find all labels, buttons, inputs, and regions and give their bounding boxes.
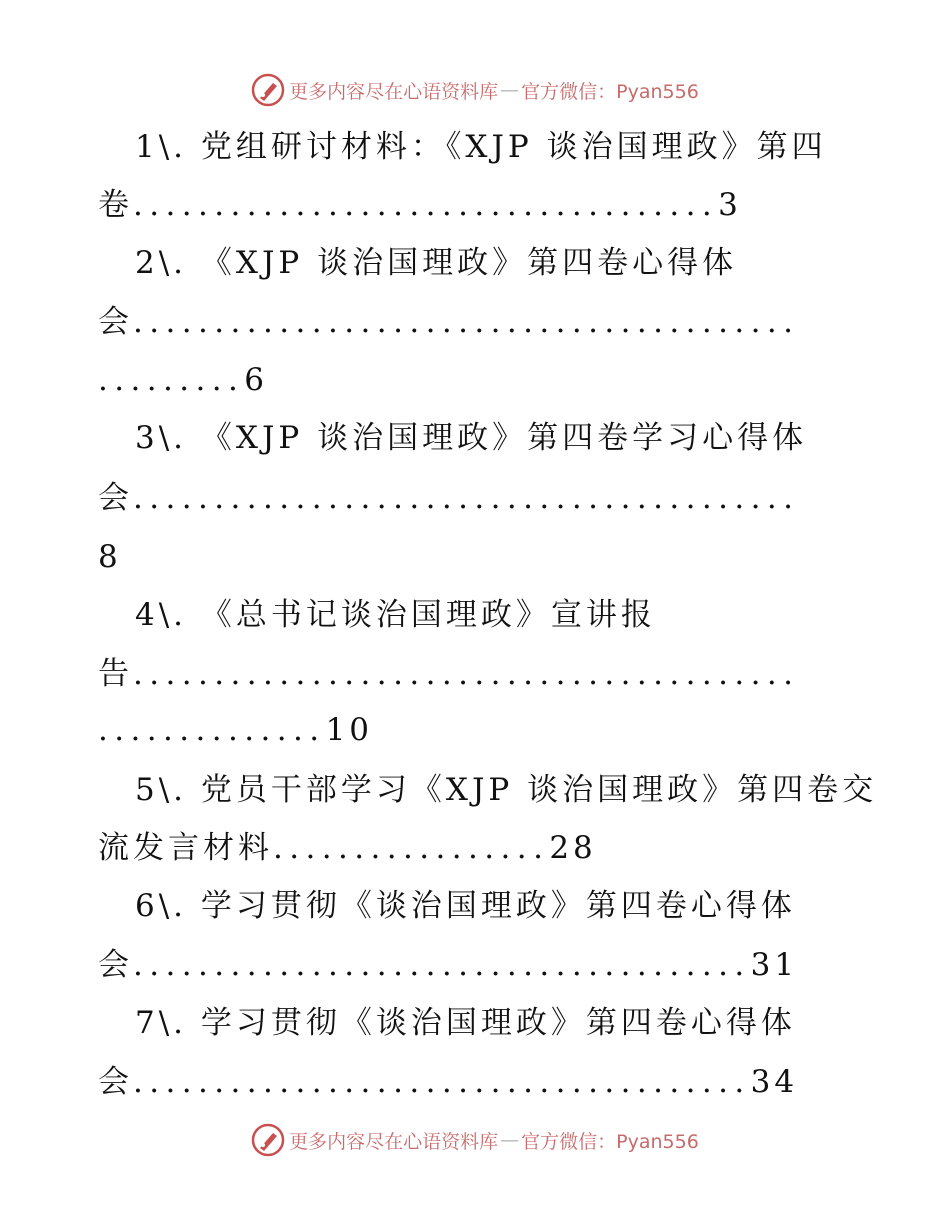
toc-entry-3-page-line[interactable]	[98, 537, 910, 577]
watermark-wechat: 官方微信：Pyan556	[521, 1130, 699, 1153]
watermark-wechat: 官方微信：Pyan556	[521, 80, 699, 103]
toc-entry-2-title[interactable]	[135, 243, 910, 283]
toc-entry-4-continuation[interactable]	[98, 654, 910, 694]
toc-entry-number: 4\.	[135, 597, 188, 633]
toc-page-number: 10	[325, 712, 374, 748]
toc-entry-title: 学习贯彻《谈治国理政》第四卷心得体	[200, 888, 796, 924]
toc-entry-2-continuation[interactable]	[98, 302, 910, 342]
toc-entry-4-page-line[interactable]	[98, 710, 910, 750]
toc-entry-number: 5\.	[135, 772, 188, 808]
toc-entry-1-continuation[interactable]	[98, 185, 910, 225]
toc-entry-7-title[interactable]	[135, 1003, 910, 1043]
toc-entry-title: 《XJP 谈治国理政》第四卷心得体	[200, 245, 738, 281]
watermark-dash: —	[500, 79, 520, 101]
toc-entry-tail: 会	[98, 1064, 133, 1100]
toc-entry-2-page-line[interactable]	[98, 360, 910, 400]
pen-logo-icon	[251, 1123, 285, 1157]
toc-entry-7-continuation[interactable]	[98, 1062, 910, 1102]
toc-entry-4-title[interactable]	[135, 595, 910, 635]
toc-leader-dots: ......................................	[133, 1064, 751, 1100]
toc-entry-number: 2\.	[135, 245, 188, 281]
toc-entry-tail: 会	[98, 304, 133, 340]
toc-leader-dots: .........................................	[133, 480, 800, 516]
toc-entry-title: 《XJP 谈治国理政》第四卷学习心得体	[200, 420, 808, 456]
toc-entry-title: 党员干部学习《XJP 谈治国理政》第四卷交	[200, 772, 878, 808]
watermark-footer	[0, 1120, 950, 1160]
toc-entry-3-title[interactable]	[135, 418, 910, 458]
toc-entry-tail: 卷	[98, 187, 133, 223]
toc-entry-tail: 流发言材料	[98, 830, 273, 866]
toc-leader-dots: ......................................	[133, 947, 751, 983]
toc-entry-title: 《总书记谈治国理政》宣讲报	[200, 597, 656, 633]
toc-page-number: 31	[750, 947, 799, 983]
toc-page-number: 8	[98, 539, 122, 575]
toc-entry-title: 党组研讨材料：《XJP 谈治国理政》第四	[200, 129, 827, 165]
toc-leader-dots: .........	[98, 362, 245, 398]
toc-entry-tail: 会	[98, 947, 133, 983]
toc-entry-number: 7\.	[135, 1005, 188, 1041]
toc-entry-number: 6\.	[135, 888, 188, 924]
toc-page-number: 34	[750, 1064, 799, 1100]
toc-entry-number: 1\.	[135, 129, 188, 165]
toc-entry-1-title[interactable]	[135, 127, 910, 167]
toc-entry-number: 3\.	[135, 420, 188, 456]
toc-leader-dots: ....................................	[133, 187, 719, 223]
toc-entry-title: 学习贯彻《谈治国理政》第四卷心得体	[200, 1005, 796, 1041]
toc-entry-tail: 告	[98, 656, 133, 692]
watermark-brand: 更多内容尽在心语资料库	[289, 1130, 499, 1153]
toc-page-number: 6	[244, 362, 269, 398]
watermark-dash: —	[500, 1129, 520, 1151]
watermark-brand: 更多内容尽在心语资料库	[289, 80, 499, 103]
toc-entry-tail: 会	[98, 480, 133, 516]
toc-page-number: 3	[718, 187, 742, 223]
toc-entry-6-continuation[interactable]	[98, 945, 910, 985]
toc-entry-5-continuation[interactable]	[98, 828, 910, 868]
toc-entry-6-title[interactable]	[135, 886, 910, 926]
toc-leader-dots: .........................................	[133, 656, 800, 692]
toc-leader-dots: ..............	[98, 712, 326, 748]
pen-logo-icon	[251, 73, 285, 107]
watermark-header	[0, 70, 950, 110]
toc-entry-3-continuation[interactable]	[98, 478, 910, 518]
toc-page-number: 28	[549, 830, 597, 866]
toc-leader-dots: .........................................	[133, 304, 800, 340]
toc-leader-dots: .................	[273, 830, 550, 866]
toc-entry-5-title[interactable]	[135, 770, 910, 810]
